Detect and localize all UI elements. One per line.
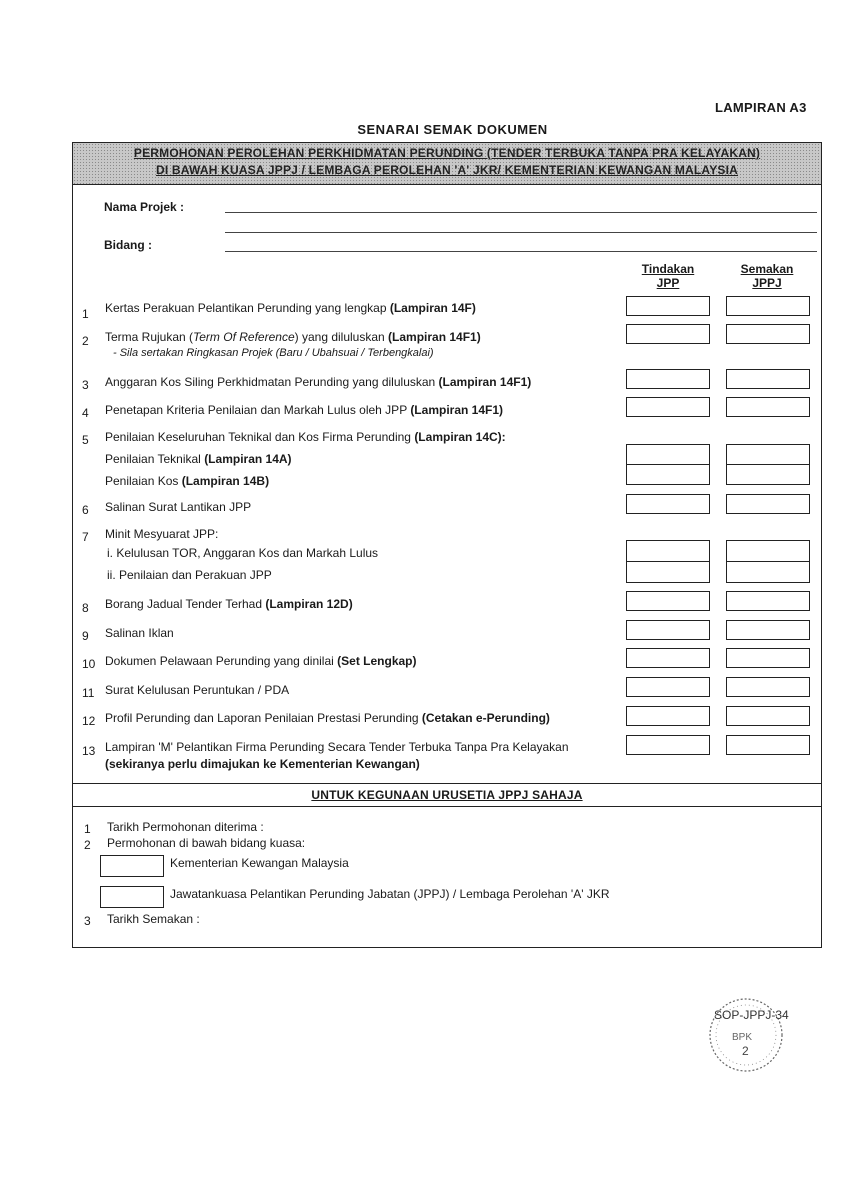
semakan-checkbox[interactable] [726, 397, 810, 417]
bidang-kuasa-label: Permohonan di bawah bidang kuasa: [107, 836, 306, 850]
item-text: Surat Kelulusan Peruntukan / PDA [105, 683, 290, 697]
checklist-subitem: i. Kelulusan TOR, Anggaran Kos dan Markah Lulus [107, 546, 379, 560]
checklist-subitem [105, 474, 269, 489]
item-text: Salinan Iklan [105, 626, 174, 640]
semakan-checkbox[interactable] [726, 735, 810, 755]
kementerian-checkbox[interactable] [100, 855, 164, 877]
semakan-checkbox[interactable] [726, 324, 810, 344]
stamp-code: SOP-JPPJ-34 [714, 1008, 789, 1022]
item-number: 2 [82, 334, 89, 348]
tindakan-checkbox[interactable] [626, 677, 710, 697]
header-line-1 [72, 146, 822, 160]
kementerian-option-label: Kementerian Kewangan Malaysia [170, 856, 349, 870]
tindakan-checkbox[interactable] [626, 494, 710, 514]
document-stamp [700, 985, 810, 1080]
subitem-ref: (Lampiran 14B) [181, 474, 270, 488]
semakan-checkbox[interactable] [726, 494, 810, 514]
item-number: 13 [82, 744, 96, 758]
header-line-2 [72, 163, 822, 177]
tindakan-checkbox[interactable] [626, 648, 710, 668]
item-number: 5 [82, 433, 89, 447]
checklist-item [105, 330, 481, 345]
office-divider-bottom [72, 806, 822, 807]
item-italic: Term Of Reference [193, 330, 295, 344]
tindakan-checkbox[interactable] [626, 369, 710, 389]
semakan-checkbox[interactable] [726, 677, 810, 697]
checklist-item [105, 500, 251, 515]
stamp-graphic [700, 985, 810, 1080]
col-semakan-l2: JPPJ [752, 276, 782, 290]
tindakan-checkbox[interactable] [626, 620, 710, 640]
office-section-title [72, 788, 822, 802]
checklist-item [105, 626, 174, 641]
lampiran-label: LAMPIRAN A3 [715, 100, 807, 115]
item-number: 4 [82, 406, 89, 420]
tindakan-checkbox[interactable] [626, 735, 710, 755]
item-number: 7 [82, 530, 89, 544]
office-num-1: 1 [84, 822, 91, 836]
checklist-item [105, 740, 569, 755]
item-number: 10 [82, 657, 96, 671]
tindakan-checkbox[interactable] [626, 706, 710, 726]
page-title [0, 122, 847, 137]
checklist-item [105, 527, 218, 542]
checklist-subitem [105, 452, 292, 467]
item-text: Borang Jadual Tender Terhad [105, 597, 266, 611]
subitem-ref: (Lampiran 14A) [204, 452, 292, 466]
office-divider-top [72, 783, 822, 784]
checklist-item [105, 301, 476, 316]
item-text: Profil Perunding dan Laporan Penilaian Prestasi Perunding [105, 711, 422, 725]
bidang-line[interactable] [225, 251, 817, 252]
item-text: Anggaran Kos Siling Perkhidmatan Perunding yang diluluskan [105, 375, 439, 389]
semakan-checkbox[interactable] [726, 706, 810, 726]
item-number: 8 [82, 601, 89, 615]
checklist-subitem [105, 757, 420, 772]
checklist-item [105, 403, 503, 418]
office-title-text: UNTUK KEGUNAAN URUSETIA JPPJ SAHAJA [311, 788, 583, 802]
item-subnote: - Sila sertakan Ringkasan Projek (Baru / Ubahsuai / Terbengkalai) [113, 347, 434, 359]
tindakan-checkbox[interactable] [626, 324, 710, 344]
item-number: 3 [82, 378, 89, 392]
office-num-3: 3 [84, 914, 91, 928]
item-ref: (Lampiran 14C): [414, 430, 506, 444]
item-text: Lampiran 'M' Pelantikan Firma Perunding Secara Tender Terbuka Tanpa Pra Kelayakan [105, 740, 569, 754]
item-ref: (Lampiran 14F1) [438, 375, 532, 389]
item-text: Penilaian Keseluruhan Teknikal dan Kos Firma Perunding [105, 430, 415, 444]
item-ref: (Lampiran 14F1) [410, 403, 504, 417]
checklist-item [105, 654, 417, 669]
item-ref: (Set Lengkap) [337, 654, 417, 668]
checklist-item [105, 375, 531, 390]
item-ref: (Cetakan e-Perunding) [421, 711, 550, 725]
jppj-option-label: Jawatankuasa Pelantikan Perunding Jabatan (JPPJ) / Lembaga Perolehan 'A' JKR [170, 887, 610, 901]
semakan-checkbox[interactable] [726, 561, 810, 583]
tindakan-checkbox[interactable] [626, 591, 710, 611]
checklist-item [105, 711, 550, 726]
checklist-item [105, 597, 353, 612]
jppj-checkbox[interactable] [100, 886, 164, 908]
subitem-ref: (sekiranya perlu dimajukan ke Kementerian Kewangan) [105, 757, 420, 771]
col-tindakan-jpp [623, 262, 713, 290]
subitem-text: Penilaian Teknikal [105, 452, 205, 466]
tindakan-checkbox[interactable] [626, 397, 710, 417]
semakan-checkbox[interactable] [726, 444, 810, 465]
semakan-checkbox[interactable] [726, 540, 810, 562]
subitem-text: Penilaian Kos [105, 474, 182, 488]
item-number: 11 [82, 686, 95, 700]
semakan-checkbox[interactable] [726, 648, 810, 668]
col-tindakan-l2: JPP [656, 276, 680, 290]
semakan-checkbox[interactable] [726, 464, 810, 485]
header-line-2-text: DI BAWAH KUASA JPPJ / LEMBAGA PEROLEHAN 'A' JKR/ KEMENTERIAN KEWANGAN MALAYSIA [155, 163, 739, 177]
item-text: Kertas Perakuan Pelantikan Perunding yang lengkap [105, 301, 390, 315]
item-number: 12 [82, 714, 96, 728]
item-text: Salinan Surat Lantikan JPP [105, 500, 252, 514]
item-ref: (Lampiran 14F) [389, 301, 476, 315]
checklist-subitem: ii. Penilaian dan Perakuan JPP [107, 568, 272, 582]
tarikh-semakan-label: Tarikh Semakan : [107, 912, 200, 926]
stamp-number: 2 [742, 1044, 749, 1058]
col-semakan-l1: Semakan [740, 262, 794, 276]
semakan-checkbox[interactable] [726, 369, 810, 389]
semakan-checkbox[interactable] [726, 591, 810, 611]
item-number: 1 [82, 307, 89, 321]
header-line-1-text: PERMOHONAN PEROLEHAN PERKHIDMATAN PERUNDING (TENDER TERBUKA TANPA PRA KELAYAKAN) [133, 146, 761, 160]
tindakan-checkbox[interactable] [626, 561, 710, 583]
nama-projek-label: Nama Projek : [104, 200, 185, 214]
title-text: SENARAI SEMAK DOKUMEN [357, 122, 548, 137]
tindakan-checkbox[interactable] [626, 444, 710, 465]
semakan-checkbox[interactable] [726, 620, 810, 640]
bidang-label: Bidang : [104, 238, 152, 252]
stamp-bpk: BPK [732, 1032, 753, 1043]
col-tindakan-l1: Tindakan [641, 262, 695, 276]
item-number: 9 [82, 629, 89, 643]
nama-projek-line-2[interactable] [225, 232, 817, 233]
tarikh-permohonan-label: Tarikh Permohonan diterima : [107, 820, 264, 834]
item-ref: (Lampiran 12D) [265, 597, 353, 611]
item-text: Penetapan Kriteria Penilaian dan Markah Lulus oleh JPP [105, 403, 411, 417]
nama-projek-line-1[interactable] [225, 212, 817, 213]
item-ref: (Lampiran 14F1) [388, 330, 481, 344]
checklist-item [105, 683, 289, 698]
office-num-2: 2 [84, 838, 91, 852]
checklist-item [105, 430, 506, 445]
tindakan-checkbox[interactable] [626, 296, 710, 316]
item-text: Terma Rujukan ( [105, 330, 194, 344]
semakan-checkbox[interactable] [726, 296, 810, 316]
tindakan-checkbox[interactable] [626, 464, 710, 485]
col-semakan-jppj [722, 262, 812, 290]
item-text: Dokumen Pelawaan Perunding yang dinilai [105, 654, 338, 668]
item-text-2: ) yang diluluskan [294, 330, 389, 344]
item-text: Minit Mesyuarat JPP: [105, 527, 219, 541]
tindakan-checkbox[interactable] [626, 540, 710, 562]
item-number: 6 [82, 503, 89, 517]
